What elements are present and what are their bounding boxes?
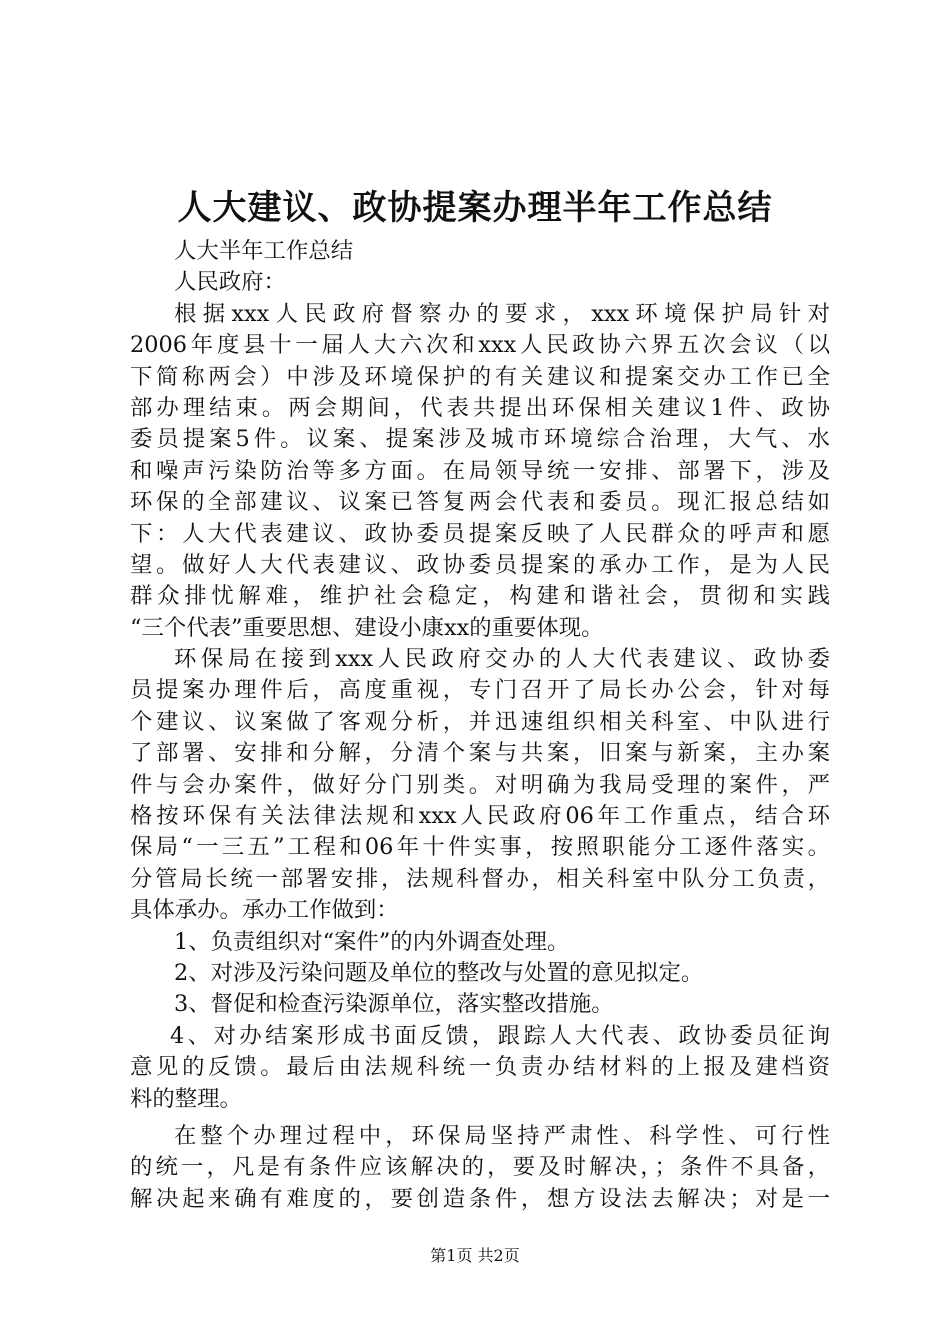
body-line: 个建议、议案做了客观分析，并迅速组织相关科室、中队进行 bbox=[130, 708, 830, 735]
body-line: 根据xxx人民政府督察办的要求，xxx环境保护局针对 bbox=[174, 300, 830, 327]
list-item: 3、督促和检查污染源单位，落实整改措施。 bbox=[174, 991, 614, 1018]
list-item: 2、对涉及污染问题及单位的整改与处置的意见拟定。 bbox=[174, 959, 704, 986]
body-line: 2006年度县十一届人大六次和xxx人民政协六界五次会议（以 bbox=[130, 332, 830, 359]
body-line: 的统一，凡是有条件应该解决的，要及时解决，；条件不具备， bbox=[130, 1154, 830, 1181]
body-line: 群众排忧解难，维护社会稳定，构建和谐社会，贯彻和实践 bbox=[130, 583, 830, 610]
body-line: 下简称两会）中涉及环境保护的有关建议和提案交办工作已全 bbox=[130, 363, 830, 390]
body-line: 分管局长统一部署安排，法规科督办，相关科室中队分工负责， bbox=[130, 865, 830, 892]
body-line: 具体承办。承办工作做到： bbox=[130, 897, 399, 924]
body-line: 环保的全部建议、议案已答复两会代表和委员。现汇报总结如 bbox=[130, 489, 830, 516]
body-line: 在整个办理过程中，环保局坚持严肃性、科学性、可行性 bbox=[174, 1122, 830, 1149]
document-title: 人大建议、政协提案办理半年工作总结 bbox=[177, 188, 773, 228]
body-line: 望。做好人大代表建议、政协委员提案的承办工作，是为人民 bbox=[130, 551, 830, 578]
list-item: 1、负责组织对“案件”的内外调查处理。 bbox=[174, 928, 570, 955]
body-line: 保局“一三五”工程和06年十件实事，按照职能分工逐件落实。 bbox=[130, 834, 830, 861]
document-subtitle: 人大半年工作总结 bbox=[174, 238, 354, 264]
body-line: 环保局在接到xxx人民政府交办的人大代表建议、政协委 bbox=[174, 646, 830, 673]
body-line: 意见的反馈。最后由法规科统一负责办结材料的上报及建档资 bbox=[130, 1054, 830, 1081]
body-line: 和噪声污染防治等多方面。在局领导统一安排、部署下，涉及 bbox=[130, 457, 830, 484]
body-line: 了部署、安排和分解，分清个案与共案，旧案与新案，主办案 bbox=[130, 740, 830, 767]
body-line: 件与会办案件，做好分门别类。对明确为我局受理的案件，严 bbox=[130, 771, 830, 798]
body-line: 下：人大代表建议、政协委员提案反映了人民群众的呼声和愿 bbox=[130, 520, 830, 547]
page-footer: 第1页 共2页 bbox=[430, 1246, 520, 1265]
body-line: 格按环保有关法律法规和xxx人民政府06年工作重点，结合环 bbox=[130, 803, 830, 830]
body-line: “三个代表”重要思想、建设小康xx的重要体现。 bbox=[130, 614, 604, 641]
body-line: 员提案办理件后，高度重视，专门召开了局长办公会，针对每 bbox=[130, 677, 830, 704]
list-item: 4、对办结案形成书面反馈，跟踪人大代表、政协委员征询 bbox=[170, 1022, 830, 1049]
document-body bbox=[130, 236, 830, 1215]
salutation: 人民政府： bbox=[174, 269, 286, 296]
body-line: 部办理结束。两会期间，代表共提出环保相关建议1件、政协 bbox=[130, 394, 830, 421]
body-line: 解决起来确有难度的，要创造条件，想方设法去解决；对是一 bbox=[130, 1185, 830, 1212]
body-line: 委员提案5件。议案、提案涉及城市环境综合治理，大气、水 bbox=[130, 426, 830, 453]
body-line: 料的整理。 bbox=[130, 1085, 242, 1112]
